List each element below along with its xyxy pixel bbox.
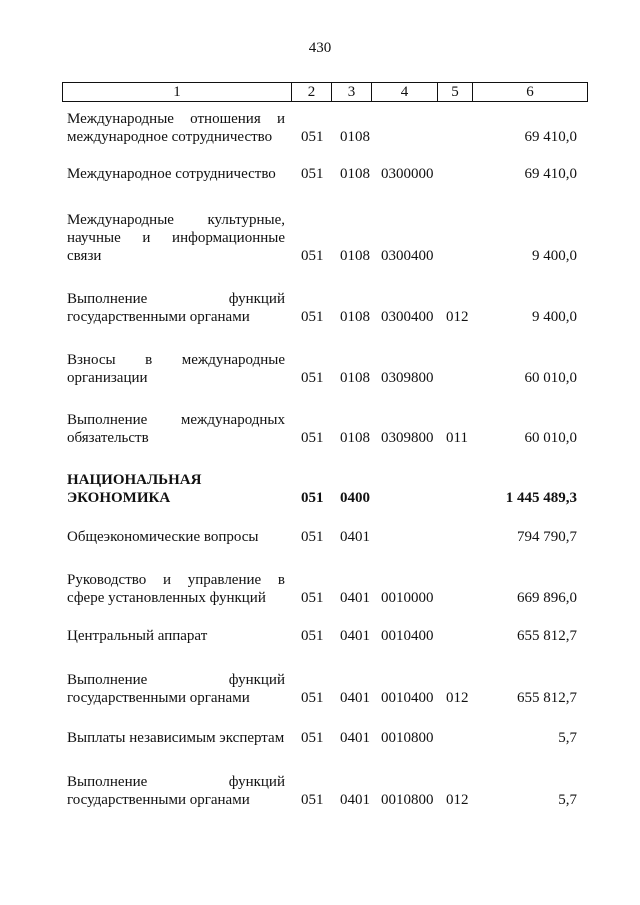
row-name-line: Международное сотрудничество xyxy=(67,166,276,182)
row-code-ministry: 051 xyxy=(301,690,324,706)
row-name-line: государственными органами xyxy=(67,309,250,325)
row-code-expense: 012 xyxy=(446,792,469,808)
row-name xyxy=(67,290,285,326)
row-code-ministry: 051 xyxy=(301,430,324,446)
row-name-line: Выплаты независимым экспертам xyxy=(67,730,285,746)
row-name-line: Руководство и управление в xyxy=(67,572,285,588)
row-code-section: 0401 xyxy=(340,529,370,545)
row-name-line: связи xyxy=(67,248,102,264)
row-code-ministry: 051 xyxy=(301,590,324,606)
row-code-section: 0400 xyxy=(340,490,370,506)
row-name xyxy=(67,571,285,607)
row-name xyxy=(67,671,285,707)
table-header xyxy=(62,82,588,102)
row-name xyxy=(67,351,285,387)
row-amount: 5,7 xyxy=(558,792,577,808)
row-code-target: 0010000 xyxy=(381,590,434,606)
row-name-line: НАЦИОНАЛЬНАЯ xyxy=(67,472,202,488)
row-code-section: 0401 xyxy=(340,792,370,808)
row-code-target: 0010400 xyxy=(381,690,434,706)
row-name-line: Центральный аппарат xyxy=(67,628,208,644)
row-code-target: 0300400 xyxy=(381,248,434,264)
page-number: 430 xyxy=(308,40,332,56)
row-code-ministry: 051 xyxy=(301,730,324,746)
row-code-expense: 012 xyxy=(446,690,469,706)
row-code-section: 0401 xyxy=(340,690,370,706)
row-code-section: 0401 xyxy=(340,628,370,644)
row-name-line: Взносы в международные xyxy=(67,352,285,368)
row-name-line: организации xyxy=(67,370,148,386)
row-name xyxy=(67,110,285,146)
row-amount: 9 400,0 xyxy=(532,248,577,264)
row-code-target: 0010800 xyxy=(381,792,434,808)
row-code-section: 0108 xyxy=(340,248,370,264)
row-code-section: 0401 xyxy=(340,730,370,746)
header-col-5: 5 xyxy=(438,83,473,102)
row-name-line: государственными органами xyxy=(67,690,250,706)
row-code-target: 0010800 xyxy=(381,730,434,746)
row-code-ministry: 051 xyxy=(301,248,324,264)
row-name-line: государственными органами xyxy=(67,792,250,808)
header-col-1: 1 xyxy=(63,83,292,102)
row-amount: 794 790,7 xyxy=(517,529,577,545)
row-name-line: сфере установленных функций xyxy=(67,590,266,606)
header-col-6: 6 xyxy=(473,83,588,102)
row-name xyxy=(67,729,285,747)
row-code-target: 0309800 xyxy=(381,370,434,386)
row-name xyxy=(67,528,285,546)
row-code-section: 0108 xyxy=(340,430,370,446)
row-code-target: 0010400 xyxy=(381,628,434,644)
row-code-section: 0108 xyxy=(340,166,370,182)
row-amount: 69 410,0 xyxy=(524,129,577,145)
row-name-line: ЭКОНОМИКА xyxy=(67,490,171,506)
row-name-line: Выполнение функций xyxy=(67,672,285,688)
row-code-section: 0401 xyxy=(340,590,370,606)
row-amount: 655 812,7 xyxy=(517,690,577,706)
row-name-line: научные и информационные xyxy=(67,230,285,246)
row-name-line: Общеэкономические вопросы xyxy=(67,529,259,545)
row-name xyxy=(67,773,285,809)
header-col-4: 4 xyxy=(372,83,438,102)
row-amount: 69 410,0 xyxy=(524,166,577,182)
row-code-ministry: 051 xyxy=(301,529,324,545)
row-code-ministry: 051 xyxy=(301,628,324,644)
row-code-ministry: 051 xyxy=(301,309,324,325)
row-code-target: 0309800 xyxy=(381,430,434,446)
row-name-line: Международные культурные, xyxy=(67,212,285,228)
row-amount: 9 400,0 xyxy=(532,309,577,325)
row-code-section: 0108 xyxy=(340,309,370,325)
row-name-line: Выполнение функций xyxy=(67,774,285,790)
row-code-target: 0300000 xyxy=(381,166,434,182)
row-code-expense: 011 xyxy=(446,430,468,446)
row-name xyxy=(67,211,285,265)
row-name-line: Выполнение функций xyxy=(67,291,285,307)
row-code-ministry: 051 xyxy=(301,370,324,386)
row-code-ministry: 051 xyxy=(301,129,324,145)
row-code-section: 0108 xyxy=(340,370,370,386)
row-code-expense: 012 xyxy=(446,309,469,325)
row-amount: 1 445 489,3 xyxy=(505,490,577,506)
row-name xyxy=(67,165,285,183)
row-name xyxy=(67,471,285,507)
row-code-ministry: 051 xyxy=(301,490,324,506)
row-amount: 669 896,0 xyxy=(517,590,577,606)
row-name xyxy=(67,411,285,447)
row-name-line: Выполнение международных xyxy=(67,412,285,428)
row-amount: 60 010,0 xyxy=(524,370,577,386)
row-name-line: международное сотрудничество xyxy=(67,129,273,145)
row-name xyxy=(67,627,285,645)
row-code-target: 0300400 xyxy=(381,309,434,325)
header-col-2: 2 xyxy=(292,83,332,102)
row-code-ministry: 051 xyxy=(301,166,324,182)
row-name-line: обязательств xyxy=(67,430,149,446)
row-name-line: Международные отношения и xyxy=(67,111,285,127)
row-code-section: 0108 xyxy=(340,129,370,145)
row-amount: 5,7 xyxy=(558,730,577,746)
row-amount: 655 812,7 xyxy=(517,628,577,644)
header-col-3: 3 xyxy=(332,83,372,102)
row-code-ministry: 051 xyxy=(301,792,324,808)
row-amount: 60 010,0 xyxy=(524,430,577,446)
